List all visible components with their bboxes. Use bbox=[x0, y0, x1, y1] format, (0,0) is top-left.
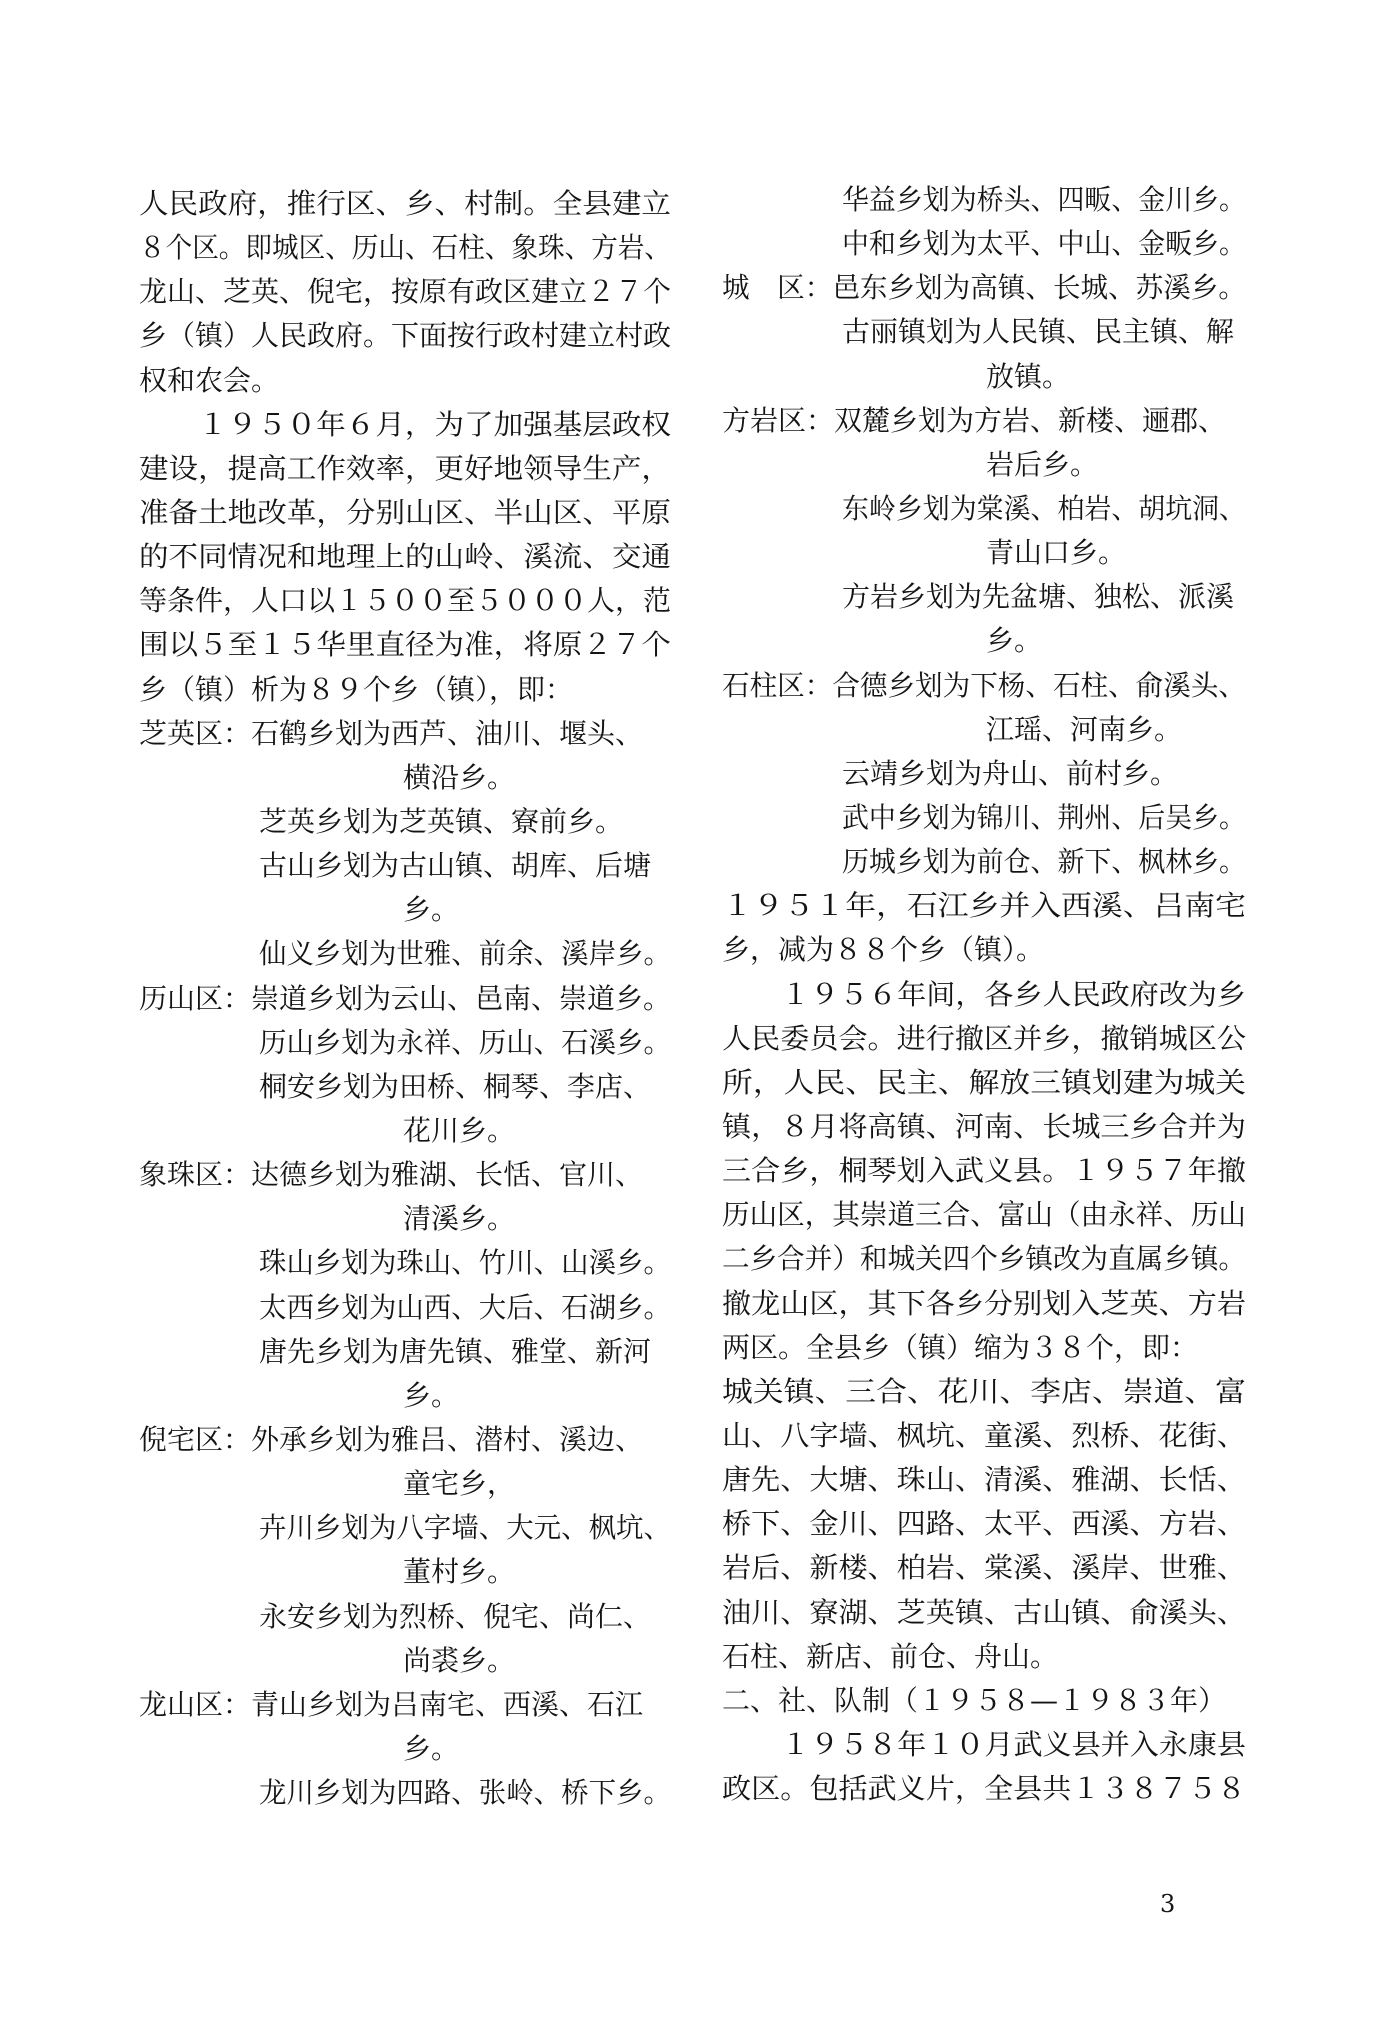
continuation-line bbox=[139, 1727, 671, 1771]
text-line bbox=[139, 226, 671, 270]
line-text: 山、八字墙、枫坑、童溪、烈桥、花街、 bbox=[722, 1418, 1246, 1452]
line-text: 人民政府，推行区、乡、村制。全县建立 bbox=[139, 187, 671, 220]
text-line bbox=[139, 579, 671, 623]
township-entry-line bbox=[722, 487, 1246, 531]
line-text: 方岩区：双麓乡划为方岩、新楼、逦郡、 bbox=[722, 403, 1227, 437]
township-entry-line bbox=[139, 1286, 671, 1330]
township-list-line bbox=[722, 1458, 1246, 1502]
line-text: 卉川乡划为八字墙、大元、枫坑、 bbox=[259, 1511, 671, 1545]
line-text: 权和农会。 bbox=[139, 363, 280, 397]
line-text: 乡，减为８８个乡（镇）。 bbox=[722, 933, 1045, 967]
township-list-line bbox=[722, 1546, 1246, 1590]
continuation-line bbox=[722, 355, 1246, 399]
township-entry-line bbox=[722, 222, 1246, 266]
township-entry-line bbox=[722, 310, 1246, 354]
text-line bbox=[139, 668, 671, 712]
township-entry-line bbox=[139, 1595, 671, 1639]
line-text: 花川乡。 bbox=[403, 1113, 516, 1147]
line-text: 唐先乡划为唐先镇、雅堂、新河 bbox=[259, 1334, 652, 1368]
line-text: 太西乡划为山西、大后、石湖乡。 bbox=[259, 1290, 671, 1324]
township-list-line bbox=[722, 1635, 1246, 1679]
right-column bbox=[722, 178, 1246, 1811]
line-text: 历城乡划为前仓、新下、枫林乡。 bbox=[842, 845, 1246, 879]
line-text: 桐安乡划为田桥、桐琴、李店、 bbox=[259, 1069, 652, 1103]
township-entry-line bbox=[139, 1506, 671, 1550]
line-text: 两区。全县乡（镇）缩为３８个，即： bbox=[722, 1330, 1199, 1364]
township-entry-line bbox=[139, 1330, 671, 1374]
line-text: 云靖乡划为舟山、前村乡。 bbox=[842, 756, 1179, 790]
continuation-line bbox=[722, 708, 1246, 752]
line-text: 中和乡划为太平、中山、金畈乡。 bbox=[842, 227, 1246, 261]
township-entry-line bbox=[722, 575, 1246, 619]
text-line bbox=[722, 884, 1246, 928]
line-text: １９５１年，石江乡并入西溪、吕南宅 bbox=[722, 889, 1246, 923]
text-line bbox=[722, 1017, 1246, 1061]
line-text: 古丽镇划为人民镇、民主镇、解 bbox=[842, 315, 1235, 349]
continuation-line bbox=[139, 888, 671, 932]
line-text: 芝英区：石鹤乡划为西芦、油川、堰头、 bbox=[139, 716, 644, 750]
text-line bbox=[139, 182, 671, 226]
text-line bbox=[722, 1149, 1246, 1193]
line-text: 象珠区：达德乡划为雅湖、长恬、官川、 bbox=[139, 1158, 644, 1192]
township-list-line bbox=[722, 1502, 1246, 1546]
line-text: 永安乡划为烈桥、倪宅、尚仁、 bbox=[259, 1599, 652, 1633]
line-text: １９５０年６月，为了加强基层政权 bbox=[198, 407, 671, 441]
line-text: 政区。包括武义片，全县共１３８７５８ bbox=[722, 1772, 1246, 1806]
line-text: 三合乡，桐琴划入武义县。１９５７年撤 bbox=[722, 1154, 1246, 1188]
text-line bbox=[139, 623, 671, 667]
line-text: 撤龙山区，其下各乡分别划入芝英、方岩 bbox=[722, 1286, 1246, 1320]
line-text: 董村乡。 bbox=[403, 1555, 516, 1589]
line-text: 围以５至１５华里直径为准，将原２７个 bbox=[139, 628, 671, 662]
line-text: 放镇。 bbox=[986, 359, 1071, 393]
line-text: 的不同情况和地理上的山岭、溪流、交通 bbox=[139, 540, 671, 574]
continuation-line bbox=[139, 1550, 671, 1594]
text-line bbox=[139, 359, 671, 403]
line-text: １９５８年１０月武义县并入永康县 bbox=[781, 1727, 1246, 1761]
page-number: 3 bbox=[1160, 1890, 1176, 1918]
township-list-line bbox=[722, 1591, 1246, 1635]
line-text: 城 区：邑东乡划为高镇、长城、苏溪乡。 bbox=[722, 271, 1246, 305]
text-line bbox=[722, 1193, 1246, 1237]
line-text: 二、社、队制（１９５８—１９８３年） bbox=[722, 1683, 1227, 1717]
continuation-line bbox=[139, 756, 671, 800]
line-text: 历山区：崇道乡划为云山、邑南、崇道乡。 bbox=[139, 981, 671, 1015]
text-line bbox=[139, 535, 671, 579]
paragraph-start-line bbox=[722, 973, 1246, 1017]
line-text: 石柱、新店、前仓、舟山。 bbox=[722, 1639, 1059, 1673]
text-line bbox=[722, 1326, 1246, 1370]
township-entry-line bbox=[722, 840, 1246, 884]
district-entry-line bbox=[139, 1683, 671, 1727]
line-text: 等条件，人口以１５００至５０００人，范 bbox=[139, 584, 671, 618]
text-line bbox=[722, 1767, 1246, 1811]
continuation-line bbox=[139, 1462, 671, 1506]
line-text: 横沿乡。 bbox=[403, 760, 516, 794]
township-entry-line bbox=[139, 1771, 671, 1815]
line-text: 青山口乡。 bbox=[986, 536, 1127, 570]
text-line bbox=[139, 270, 671, 314]
line-text: 唐先、大塘、珠山、清溪、雅湖、长恬、 bbox=[722, 1463, 1246, 1497]
continuation-line bbox=[139, 1639, 671, 1683]
township-list-line bbox=[722, 1414, 1246, 1458]
text-line bbox=[139, 314, 671, 358]
line-text: 仙义乡划为世雅、前余、溪岸乡。 bbox=[259, 937, 671, 971]
line-text: 华益乡划为桥头、四畈、金川乡。 bbox=[842, 183, 1246, 216]
line-text: 人民委员会。进行撤区并乡，撤销城区公 bbox=[722, 1021, 1246, 1055]
line-text: 乡。 bbox=[403, 893, 460, 927]
line-text: 清溪乡。 bbox=[403, 1202, 516, 1236]
line-text: 江瑶、河南乡。 bbox=[986, 712, 1183, 746]
district-entry-line bbox=[139, 1418, 671, 1462]
district-entry-line bbox=[722, 266, 1246, 310]
line-text: 石柱区：合德乡划为下杨、石柱、俞溪头、 bbox=[722, 668, 1246, 702]
line-text: 历山乡划为永祥、历山、石溪乡。 bbox=[259, 1025, 671, 1059]
line-text: 倪宅区：外承乡划为雅吕、潜村、溪边、 bbox=[139, 1422, 644, 1456]
district-entry-line bbox=[722, 664, 1246, 708]
line-text: 二乡合并）和城关四个乡镇改为直属乡镇。 bbox=[722, 1242, 1246, 1276]
text-line bbox=[139, 447, 671, 491]
line-text: 珠山乡划为珠山、竹川、山溪乡。 bbox=[259, 1246, 671, 1280]
township-entry-line bbox=[722, 752, 1246, 796]
township-entry-line bbox=[139, 1021, 671, 1065]
line-text: ８个区。即城区、历山、石柱、象珠、方岩、 bbox=[139, 231, 671, 265]
line-text: 建设，提高工作效率，更好地领导生产， bbox=[139, 451, 671, 485]
township-entry-line bbox=[139, 844, 671, 888]
continuation-line bbox=[722, 443, 1246, 487]
line-text: 乡（镇）人民政府。下面按行政村建立村政 bbox=[139, 319, 671, 353]
line-text: 准备土地改革，分别山区、半山区、平原 bbox=[139, 495, 671, 529]
line-text: 历山区，其崇道三合、富山（由永祥、历山 bbox=[722, 1198, 1246, 1232]
line-text: 龙山区：青山乡划为吕南宅、西溪、石江 bbox=[139, 1687, 644, 1721]
continuation-line bbox=[139, 1374, 671, 1418]
district-entry-line bbox=[139, 1153, 671, 1197]
township-entry-line bbox=[139, 800, 671, 844]
left-column bbox=[139, 182, 671, 1815]
line-text: １９５６年间，各乡人民政府改为乡 bbox=[781, 977, 1246, 1011]
line-text: 童宅乡， bbox=[403, 1467, 516, 1501]
continuation-line bbox=[722, 619, 1246, 663]
township-entry-line bbox=[139, 1241, 671, 1285]
continuation-line bbox=[139, 1109, 671, 1153]
line-text: 方岩乡划为先盆塘、独松、派溪 bbox=[842, 580, 1235, 614]
line-text: 岩后、新楼、柏岩、棠溪、溪岸、世雅、 bbox=[722, 1551, 1246, 1585]
township-list-line bbox=[722, 1370, 1246, 1414]
text-line bbox=[722, 1282, 1246, 1326]
district-entry-line bbox=[722, 399, 1246, 443]
district-entry-line bbox=[139, 712, 671, 756]
township-entry-line bbox=[139, 932, 671, 976]
continuation-line bbox=[722, 531, 1246, 575]
line-text: 武中乡划为锦川、荆州、后吴乡。 bbox=[842, 800, 1246, 834]
text-line bbox=[722, 1061, 1246, 1105]
township-entry-line bbox=[722, 796, 1246, 840]
continuation-line bbox=[139, 1197, 671, 1241]
township-entry-line bbox=[139, 1065, 671, 1109]
line-text: 桥下、金川、四路、太平、西溪、方岩、 bbox=[722, 1507, 1246, 1541]
line-text: 所，人民、民主、解放三镇划建为城关 bbox=[722, 1065, 1246, 1099]
paragraph-start-line bbox=[722, 1723, 1246, 1767]
district-entry-line bbox=[139, 977, 671, 1021]
line-text: 乡（镇）析为８９个乡（镇），即： bbox=[139, 672, 574, 706]
line-text: 尚裘乡。 bbox=[403, 1643, 516, 1677]
line-text: 古山乡划为古山镇、胡库、后塘 bbox=[259, 849, 652, 883]
section-heading bbox=[722, 1679, 1246, 1723]
line-text: 乡。 bbox=[986, 624, 1043, 658]
line-text: 东岭乡划为棠溪、柏岩、胡坑洞、 bbox=[842, 491, 1246, 525]
line-text: 龙山、芝英、倪宅，按原有政区建立２７个 bbox=[139, 275, 671, 309]
line-text: 岩后乡。 bbox=[986, 447, 1099, 481]
line-text: 镇，８月将高镇、河南、长城三乡合并为 bbox=[722, 1109, 1246, 1143]
line-text: 乡。 bbox=[403, 1378, 460, 1412]
paragraph-start-line bbox=[139, 403, 671, 447]
line-text: 芝英乡划为芝英镇、寮前乡。 bbox=[259, 804, 624, 838]
text-line bbox=[722, 1237, 1246, 1281]
line-text: 乡。 bbox=[403, 1731, 460, 1765]
line-text: 龙川乡划为四路、张岭、桥下乡。 bbox=[259, 1776, 671, 1810]
line-text: 城关镇、三合、花川、李店、崇道、富 bbox=[722, 1374, 1246, 1408]
township-entry-line bbox=[722, 178, 1246, 222]
text-line bbox=[139, 491, 671, 535]
line-text: 油川、寮湖、芝英镇、古山镇、俞溪头、 bbox=[722, 1595, 1246, 1629]
text-line bbox=[722, 928, 1246, 972]
text-line bbox=[722, 1105, 1246, 1149]
